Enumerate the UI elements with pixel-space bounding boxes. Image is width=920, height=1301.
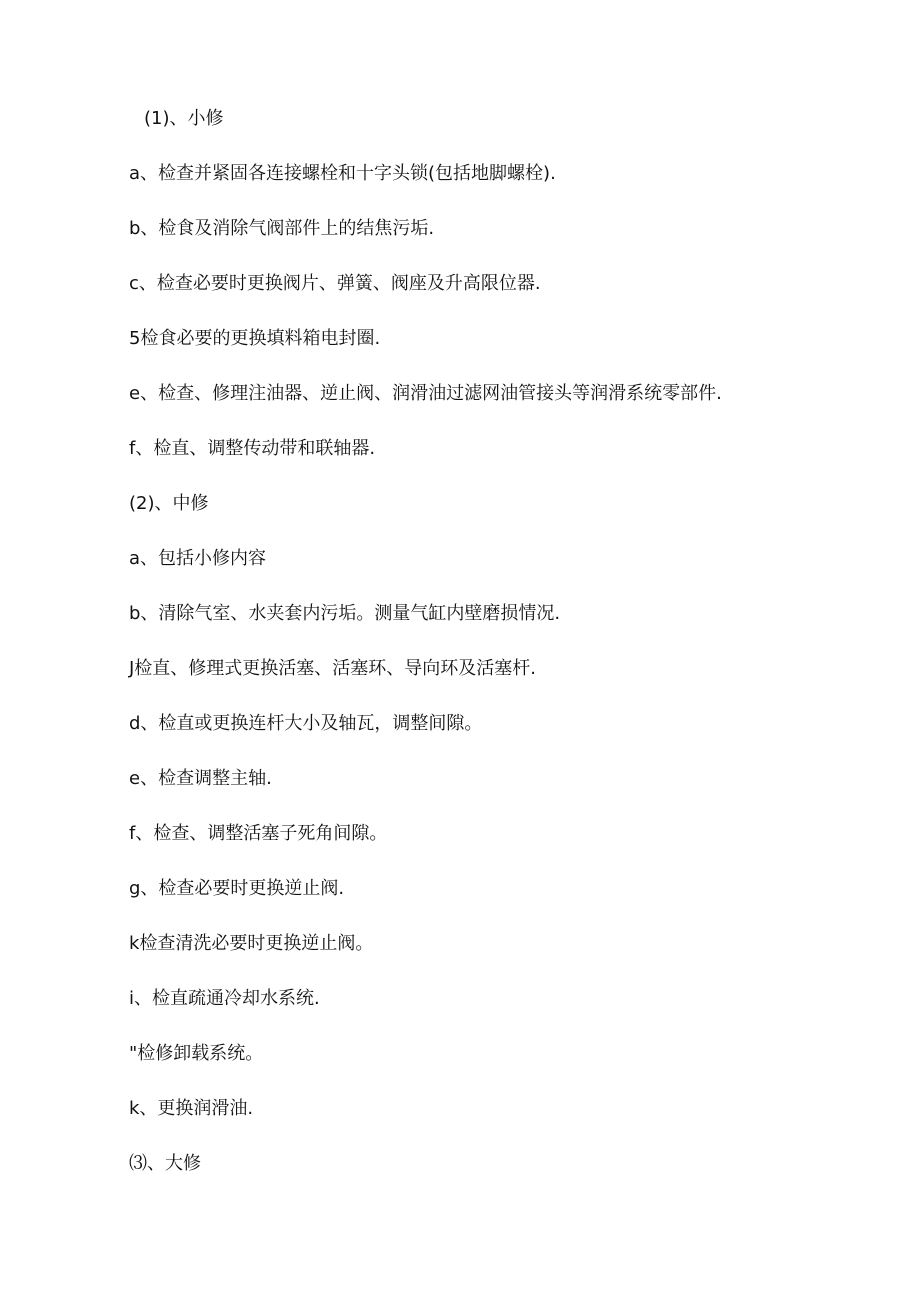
text-line: g、检查必要时更换逆止阀. (129, 878, 345, 899)
text-line: i、检直疏通冷却水系统. (129, 988, 320, 1009)
section-heading-minor-repair: (1)、小修 (144, 108, 224, 129)
section-heading-medium-repair: (2)、中修 (129, 493, 209, 514)
section-heading-major-repair: ⑶、大修 (129, 1153, 201, 1174)
text-line: d、检直或更换连杆大小及轴瓦，调整间隙。 (129, 713, 483, 734)
text-line: k、更换润滑油. (129, 1098, 254, 1119)
text-line: b、清除气室、水夹套内污垢。测量气缸内壁磨损情况. (129, 603, 561, 624)
text-line: f、检直、调整传动带和联轴器. (129, 438, 376, 459)
text-line: f、检查、调整活塞子死角间隙。 (129, 823, 388, 844)
text-line: J检直、修理式更换活塞、活塞环、导向环及活塞杆. (129, 658, 537, 679)
text-line: 5检食必要的更换填料箱电封圈. (129, 328, 381, 349)
text-line: k检查清洗必要时更换逆止阀。 (129, 933, 374, 954)
text-line: a、包括小修内容 (129, 548, 267, 569)
text-line: a、检查并紧固各连接螺栓和十字头锁(包括地脚螺栓). (129, 163, 556, 184)
text-line: "检修卸载系统。 (129, 1043, 264, 1064)
text-line: e、检查、修理注油器、逆止阀、润滑油过滤网油管接头等润滑系统零部件. (129, 383, 722, 404)
text-line: c、检查必要时更换阀片、弹簧、阀座及升高限位器. (129, 273, 541, 294)
text-line: e、检查调整主轴. (129, 768, 272, 789)
text-line: b、检食及消除气阀部件上的结焦污垢. (129, 218, 435, 239)
